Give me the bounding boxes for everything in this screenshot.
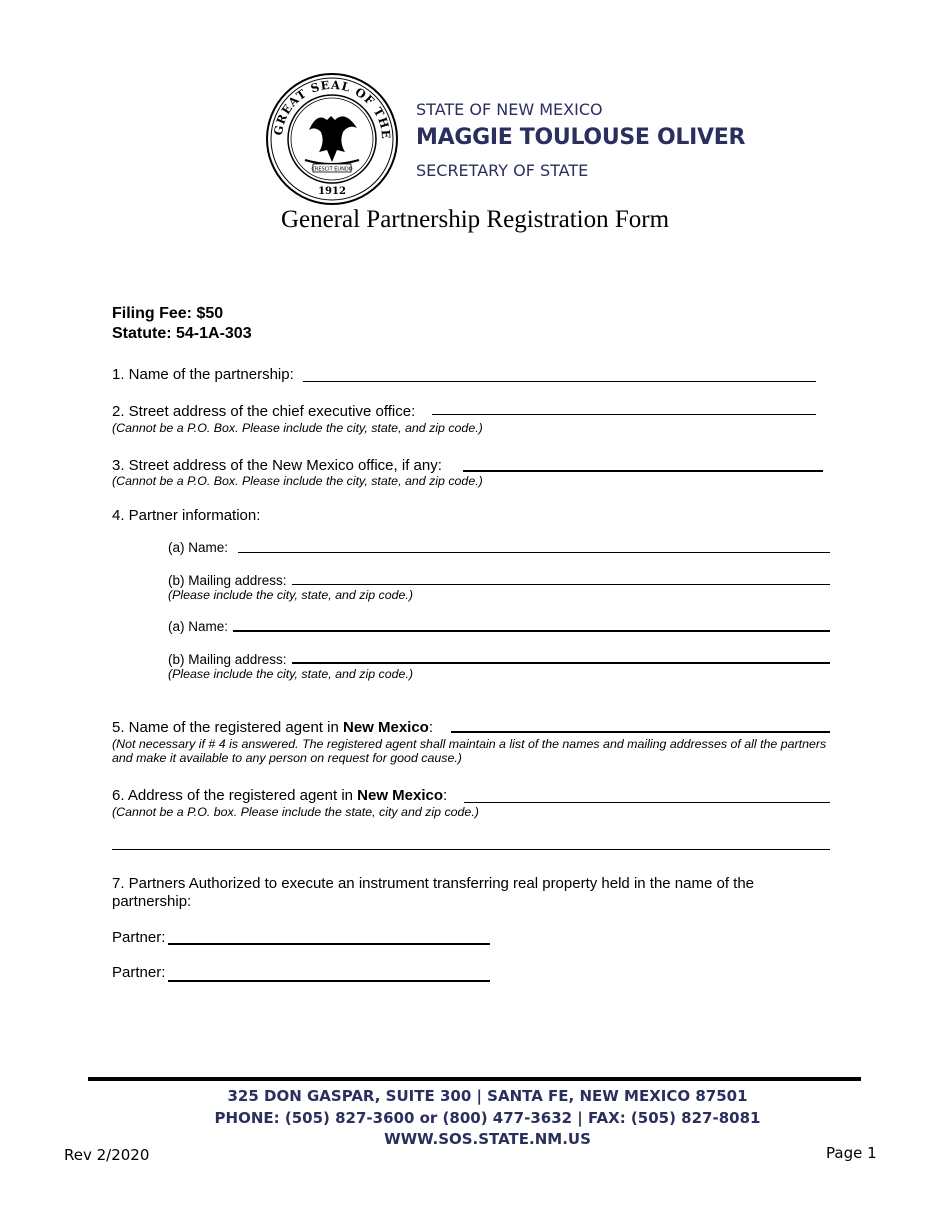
q7-label-line1: 7. Partners Authorized to execute an instrument transferring real property held in the name of the: [112, 875, 755, 892]
page-title: General Partnership Registration Form: [280, 206, 670, 233]
partner1-mailing-note: (Please include the city, state, and zip code.): [168, 588, 413, 602]
partner1-name-label: (a) Name:: [168, 540, 229, 555]
registered-agent-address-field-line2[interactable]: [112, 849, 830, 850]
q6-label-bold: New Mexico: [357, 787, 444, 804]
partner1-mailing-field[interactable]: [292, 584, 830, 585]
registered-agent-address-field[interactable]: [464, 802, 830, 803]
authorized-partner1-field[interactable]: [168, 943, 490, 945]
partner1-name-field[interactable]: [238, 552, 830, 553]
revision-label: Rev 2/2020: [64, 1146, 150, 1164]
seal-motto: CRESCIT EUNDO: [311, 166, 353, 173]
q5-label-prefix: 5. Name of the registered agent in: [112, 719, 343, 736]
authorized-partner2-field[interactable]: [168, 980, 490, 982]
q5-label-bold: New Mexico: [342, 719, 429, 736]
partner2-mailing-label: (b) Mailing address:: [168, 652, 287, 667]
q6-label-suffix: :: [443, 787, 448, 804]
footer-website[interactable]: WWW.SOS.STATE.NM.US: [384, 1130, 591, 1148]
q7-label-line2: partnership:: [112, 893, 192, 910]
registered-agent-name-field[interactable]: [451, 731, 830, 733]
partner2-name-field[interactable]: [233, 630, 830, 632]
partner2-name-label: (a) Name:: [168, 619, 229, 634]
state-seal-icon: [265, 72, 399, 206]
q2-label: 2. Street address of the chief executive office:: [112, 403, 416, 420]
partner1-mailing-label: (b) Mailing address:: [168, 573, 287, 588]
q5-note-line2: and make it available to any person on request for good cause.): [112, 751, 462, 765]
q5-note-line1: (Not necessary if # 4 is answered. The registered agent shall maintain a list of the names and mailing addresses of all the partners: [112, 737, 827, 751]
footer-rule: [88, 1077, 861, 1081]
chief-office-address-field[interactable]: [432, 414, 816, 415]
partner2-label: Partner:: [112, 964, 166, 981]
q2-note: (Cannot be a P.O. Box. Please include the city, state, and zip code.): [112, 421, 483, 435]
q5-label-suffix: :: [428, 719, 434, 736]
q3-note: (Cannot be a P.O. Box. Please include the city, state, and zip code.): [112, 474, 483, 488]
filing-fee: Filing Fee: $50: [112, 305, 224, 322]
seal-year: 1912: [318, 186, 346, 197]
q6-label: [112, 787, 447, 804]
seal-text: GREAT SEAL OF THE: [270, 77, 394, 141]
office-line: SECRETARY OF STATE: [416, 161, 589, 180]
page-number: Page 1: [826, 1144, 877, 1162]
statute: Statute: 54-1A-303: [112, 325, 252, 342]
state-line: STATE OF NEW MEXICO: [416, 100, 603, 119]
footer-phone: PHONE: (505) 827-3600 or (800) 477-3632 | FAX: (505) 827-8081: [214, 1109, 761, 1127]
q6-note: (Cannot be a P.O. box. Please include the state, city and zip code.): [112, 805, 479, 819]
partnership-name-field[interactable]: [303, 381, 816, 382]
partner2-mailing-note: (Please include the city, state, and zip code.): [168, 667, 413, 681]
partner1-label: Partner:: [112, 929, 166, 946]
q4-label: 4. Partner information:: [112, 507, 261, 524]
secretary-name: MAGGIE TOULOUSE OLIVER: [416, 125, 746, 150]
nm-office-address-field[interactable]: [463, 470, 823, 472]
footer-address: 325 DON GASPAR, SUITE 300 | SANTA FE, NEW MEXICO 87501: [227, 1087, 748, 1105]
q3-label: 3. Street address of the New Mexico office, if any:: [112, 457, 442, 474]
q5-label: [112, 719, 433, 736]
q1-label: 1. Name of the partnership:: [112, 366, 294, 383]
q6-label-prefix: 6. Address of the registered agent in: [112, 787, 358, 804]
partner2-mailing-field[interactable]: [292, 662, 830, 664]
